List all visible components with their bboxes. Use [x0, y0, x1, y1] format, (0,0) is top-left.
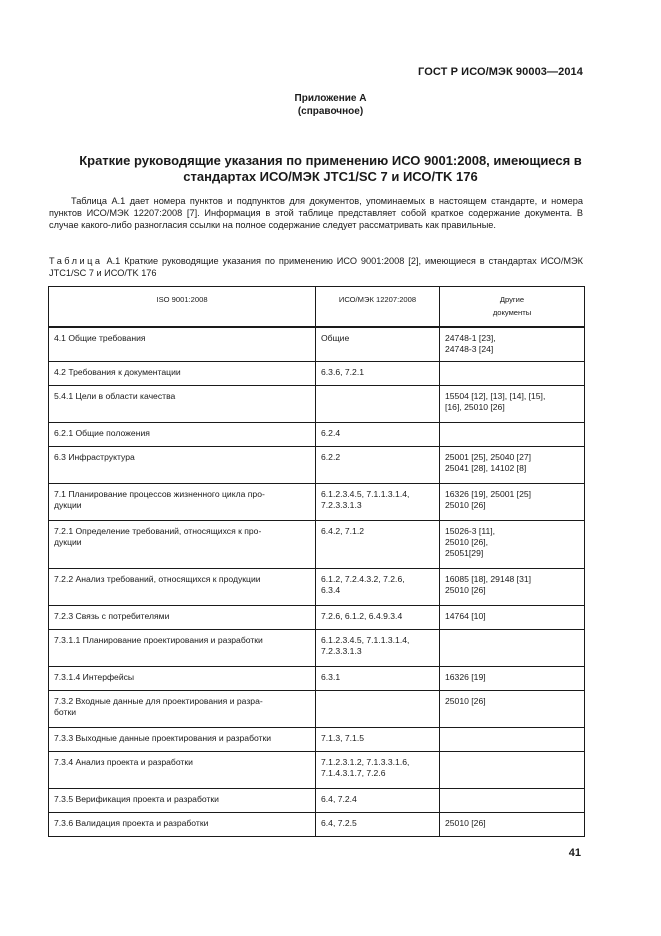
- cell-iso12207: 6.2.2: [316, 447, 440, 484]
- cell-iso9001: 7.3.4 Анализ проекта и разработки: [49, 752, 316, 789]
- table-caption: [49, 255, 583, 279]
- cell-other-docs: [440, 630, 585, 667]
- cell-other-docs: 25001 [25], 25040 [27] 25041 [28], 14102 [8]: [440, 447, 585, 484]
- cell-iso9001: 6.2.1 Общие положения: [49, 423, 316, 447]
- page-title: [40, 153, 621, 185]
- cell-iso9001: 7.3.5 Верификация проекта и разработки: [49, 789, 316, 813]
- cell-other-docs: 16326 [19]: [440, 667, 585, 691]
- cell-other-docs: 15026-3 [11], 25010 [26], 25051[29]: [440, 521, 585, 569]
- cell-iso12207: 6.1.2, 7.2.4.3.2, 7.2.6, 6.3.4: [316, 569, 440, 606]
- annex-subtitle: (справочное): [297, 106, 364, 117]
- intro-paragraph: Таблица А.1 дает номера пунктов и подпунктов для документов, упоминаемых в настоящем стандарте, и номера пунктов ИСО/МЭК 12207:2008 [7]. Информация в этой таблице представляет собой краткое содержание документа. В случае какого-либо разногласия ссылки на полное содержание следует рассматривать как правильные.: [49, 196, 583, 231]
- cell-iso12207: 6.2.4: [316, 423, 440, 447]
- reference-table: [48, 286, 585, 837]
- cell-other-docs: 25010 [26]: [440, 813, 585, 837]
- cell-other-docs: 16326 [19], 25001 [25] 25010 [26]: [440, 484, 585, 521]
- cell-iso12207: 6.1.2.3.4.5, 7.1.1.3.1.4, 7.2.3.3.1.3: [316, 630, 440, 667]
- standard-header: ГОСТ Р ИСО/МЭК 90003—2014: [418, 66, 583, 78]
- cell-iso12207: Общие: [316, 327, 440, 362]
- cell-iso12207: 6.4, 7.2.4: [316, 789, 440, 813]
- table-row: [49, 630, 585, 667]
- table-row: [49, 447, 585, 484]
- cell-iso9001: 6.3 Инфраструктура: [49, 447, 316, 484]
- cell-other-docs: [440, 752, 585, 789]
- table-row: [49, 423, 585, 447]
- table-row: [49, 606, 585, 630]
- cell-other-docs: 25010 [26]: [440, 691, 585, 728]
- cell-iso12207: 6.4, 7.2.5: [316, 813, 440, 837]
- table-row: [49, 728, 585, 752]
- annex-title: Приложение А: [294, 93, 367, 104]
- cell-iso9001: 7.2.3 Связь с потребителями: [49, 606, 316, 630]
- cell-iso9001: 4.2 Требования к документации: [49, 362, 316, 386]
- cell-other-docs: 16085 [18], 29148 [31] 25010 [26]: [440, 569, 585, 606]
- cell-other-docs: 24748-1 [23], 24748-3 [24]: [440, 327, 585, 362]
- table-row: [49, 789, 585, 813]
- title-line-1: Краткие руководящие указания по применению ИСО 9001:2008, имеющиеся в: [79, 153, 582, 168]
- table-row: [49, 691, 585, 728]
- table-header-row: [49, 287, 585, 327]
- table-row: [49, 327, 585, 362]
- header-iso12207: ИСО/МЭК 12207:2008: [316, 287, 440, 327]
- cell-iso12207: 7.2.6, 6.1.2, 6.4.9.3.4: [316, 606, 440, 630]
- table-row: [49, 569, 585, 606]
- cell-iso9001: 7.3.1.1 Планирование проектирования и разработки: [49, 630, 316, 667]
- cell-other-docs: 15504 [12], [13], [14], [15], [16], 25010 [26]: [440, 386, 585, 423]
- table-row: [49, 386, 585, 423]
- cell-other-docs: [440, 423, 585, 447]
- cell-iso12207: 6.3.6, 7.2.1: [316, 362, 440, 386]
- cell-iso12207: 6.1.2.3.4.5, 7.1.1.3.1.4, 7.2.3.3.1.3: [316, 484, 440, 521]
- cell-other-docs: [440, 789, 585, 813]
- table-row: [49, 521, 585, 569]
- cell-other-docs: [440, 362, 585, 386]
- cell-iso12207: 7.1.2.3.1.2, 7.1.3.3.1.6, 7.1.4.3.1.7, 7.2.6: [316, 752, 440, 789]
- cell-iso12207: 6.3.1: [316, 667, 440, 691]
- cell-iso9001: 7.3.3 Выходные данные проектирования и разработки: [49, 728, 316, 752]
- table-row: [49, 813, 585, 837]
- header-other-docs: [440, 287, 585, 327]
- header-iso9001: ISO 9001:2008: [49, 287, 316, 327]
- cell-iso12207: [316, 386, 440, 423]
- cell-iso9001: 7.3.2 Входные данные для проектирования и разра- ботки: [49, 691, 316, 728]
- table-body: [49, 327, 585, 837]
- table-row: [49, 484, 585, 521]
- cell-iso12207: 6.4.2, 7.1.2: [316, 521, 440, 569]
- cell-iso9001: 7.2.2 Анализ требований, относящихся к продукции: [49, 569, 316, 606]
- table-row: [49, 362, 585, 386]
- page-number: 41: [568, 847, 581, 859]
- table-caption-label: Таблица: [49, 256, 103, 266]
- cell-iso9001: 7.2.1 Определение требований, относящихся к про- дукции: [49, 521, 316, 569]
- header-other-docs-text: Другие документы: [492, 295, 532, 317]
- table-row: [49, 667, 585, 691]
- cell-iso9001: 7.3.1.4 Интерфейсы: [49, 667, 316, 691]
- cell-other-docs: 14764 [10]: [440, 606, 585, 630]
- cell-iso9001: 4.1 Общие требования: [49, 327, 316, 362]
- cell-iso12207: [316, 691, 440, 728]
- cell-other-docs: [440, 728, 585, 752]
- cell-iso9001: 5.4.1 Цели в области качества: [49, 386, 316, 423]
- table-row: [49, 752, 585, 789]
- table-caption-text: А.1 Краткие руководящие указания по применению ИСО 9001:2008 [2], имеющиеся в стандартах ИСО/МЭК JTC1/SC 7 и ИСО/TK 176: [49, 256, 583, 279]
- title-line-2: стандартах ИСО/МЭК JTC1/SC 7 и ИСО/TK 176: [183, 169, 478, 184]
- cell-iso9001: 7.1 Планирование процессов жизненного цикла про- дукции: [49, 484, 316, 521]
- cell-iso12207: 7.1.3, 7.1.5: [316, 728, 440, 752]
- cell-iso9001: 7.3.6 Валидация проекта и разработки: [49, 813, 316, 837]
